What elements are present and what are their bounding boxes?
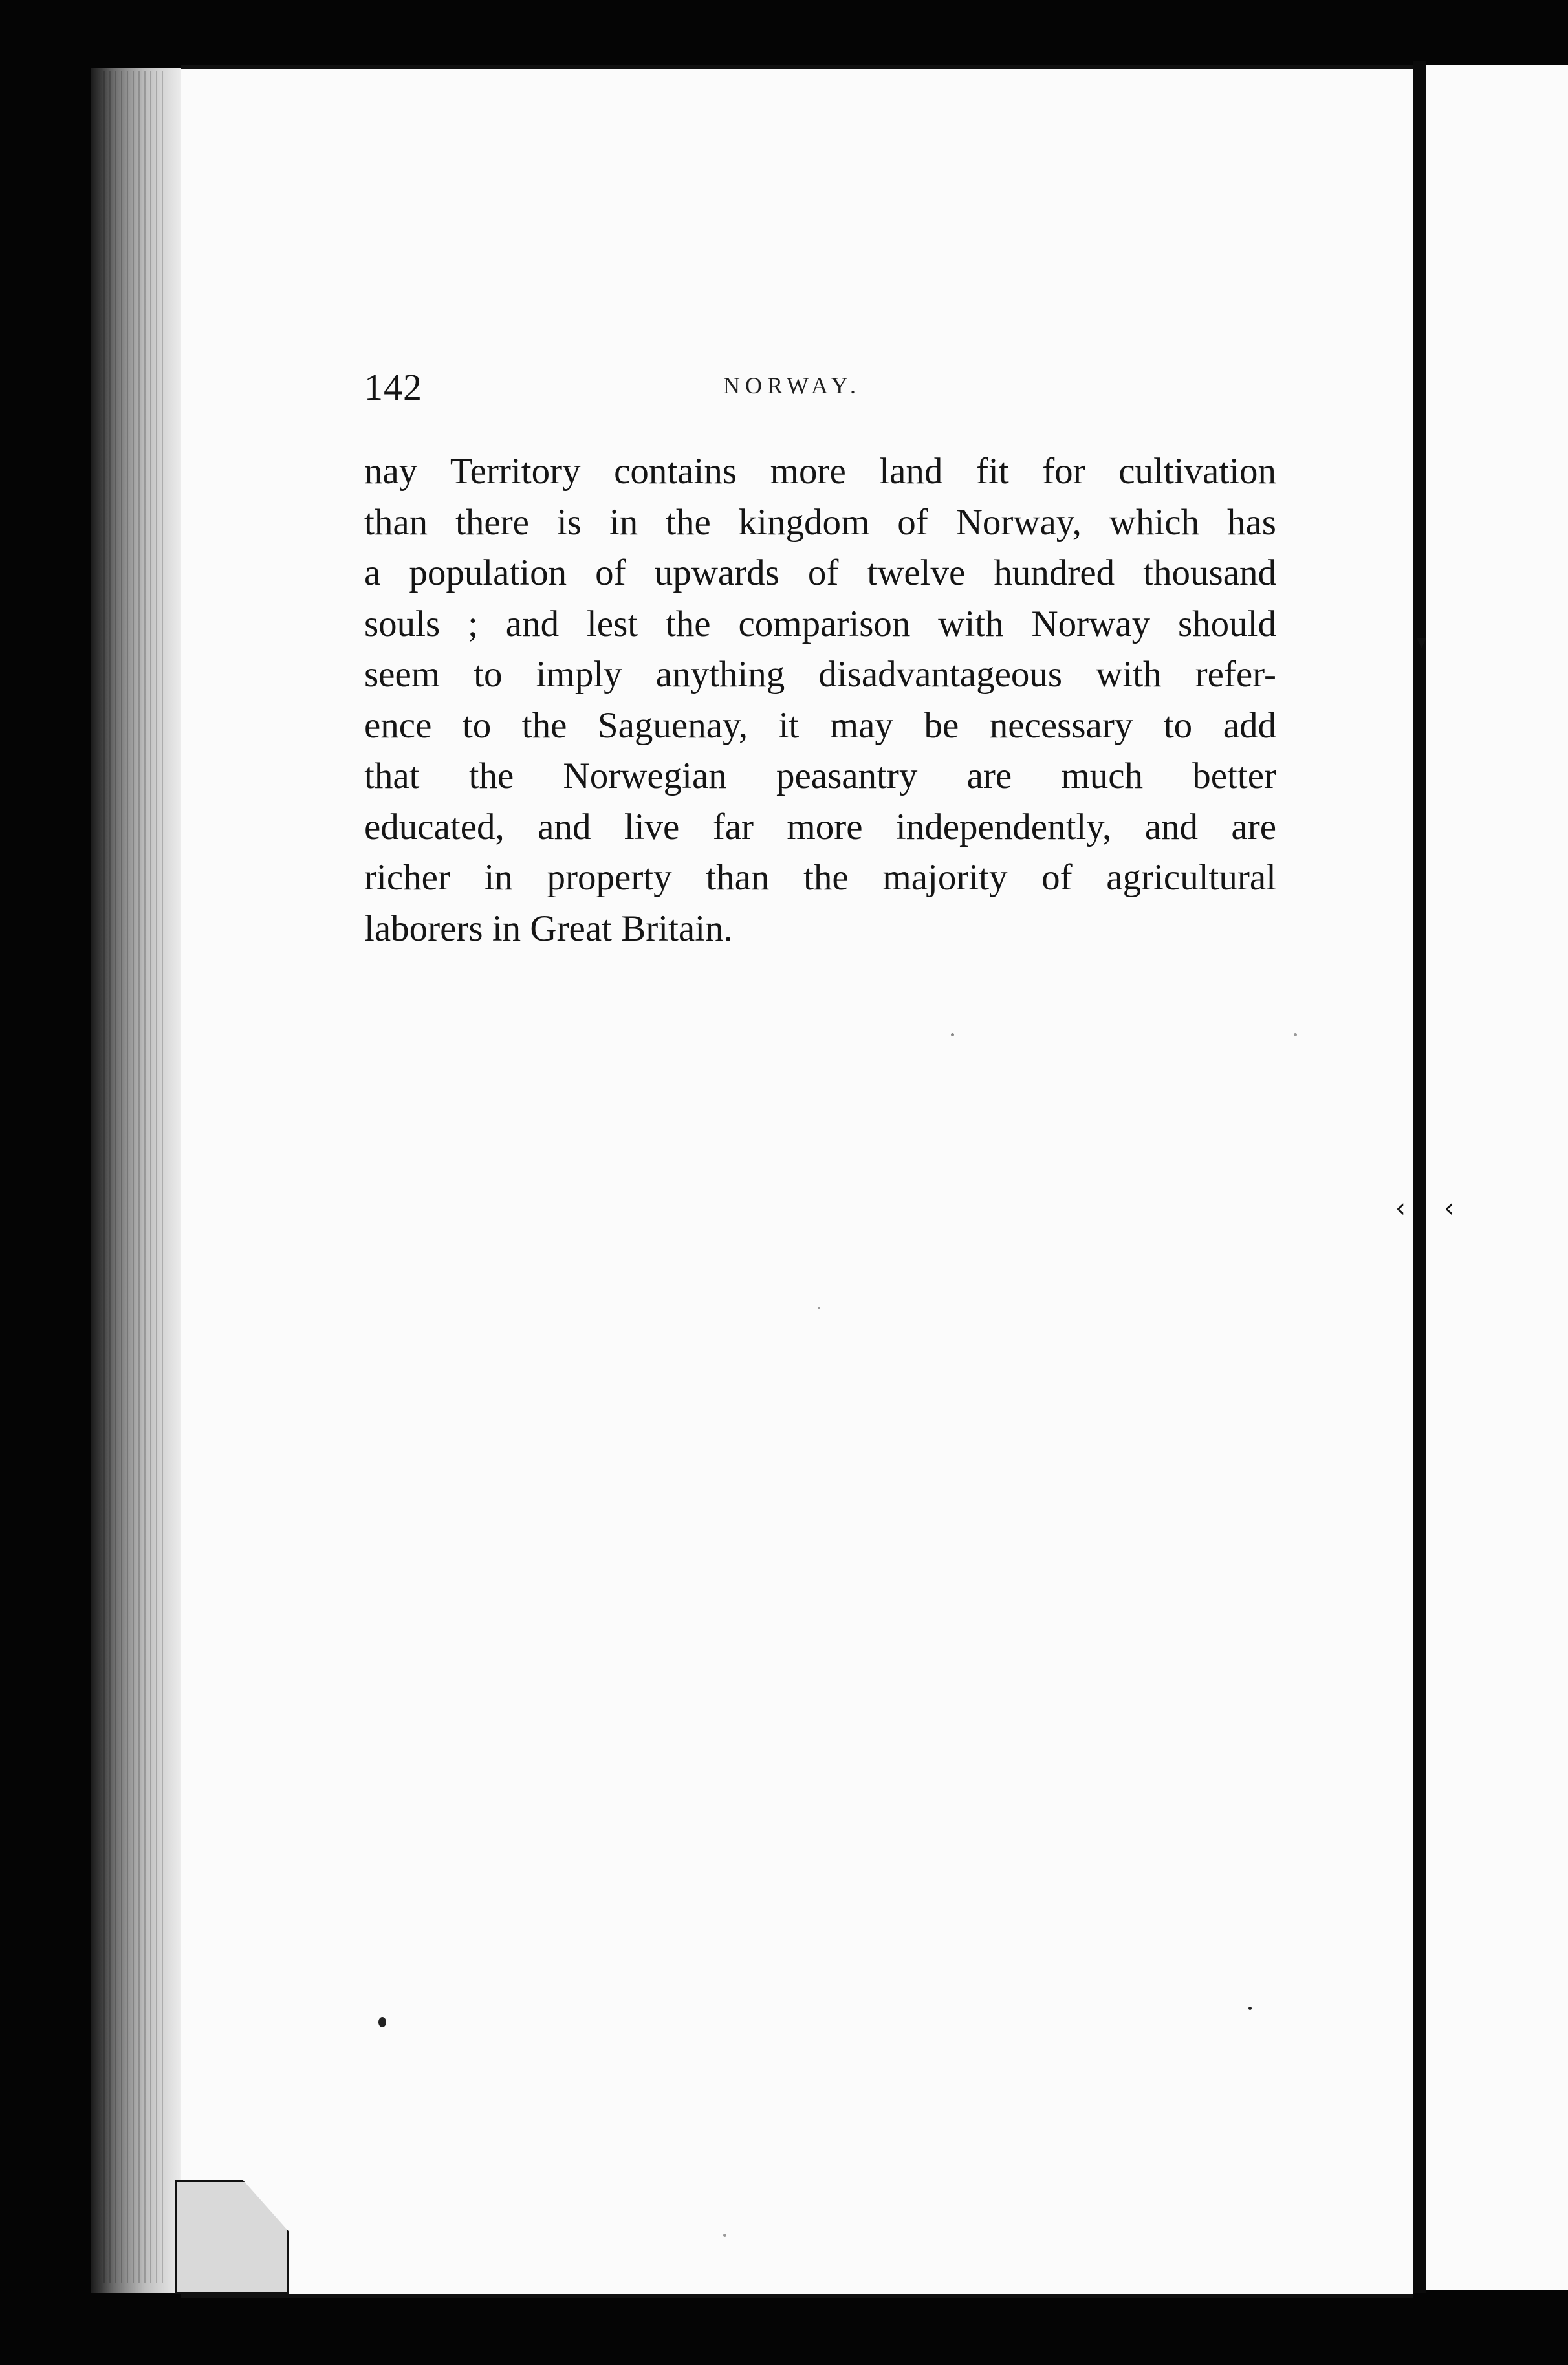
page-edges-texture [103, 71, 168, 2283]
page-number: 142 [364, 366, 422, 408]
text-line: souls ; and lest the comparison with Norway should [364, 603, 1276, 644]
text-line: that the Norwegian peasantry are much better [364, 756, 1276, 796]
text-line: ence to the Saguenay, it may be necessary to add [364, 704, 1276, 746]
ink-speck [818, 1307, 820, 1309]
running-head: NORWAY. [723, 373, 862, 398]
page-header [364, 365, 1273, 417]
ink-speck [951, 1033, 954, 1036]
adjacent-page [1426, 65, 1568, 2290]
text-line: laborers in Great Britain. [364, 908, 733, 949]
text-line: than there is in the kingdom of Norway, which has [364, 501, 1276, 543]
page-gutter [1413, 61, 1426, 2293]
ink-speck [378, 2017, 386, 2027]
ink-speck [723, 2234, 726, 2237]
edge-mark: ‹ [1395, 1193, 1406, 1223]
body-text [364, 446, 1276, 954]
text-line: a population of upwards of twelve hundred thousand [364, 552, 1276, 593]
text-line: seem to imply anything disadvantageous with refer- [364, 654, 1276, 695]
text-line: educated, and live far more independently, and are [364, 806, 1276, 847]
text-line: richer in property than the majority of agricultural [364, 857, 1276, 898]
edge-mark: ▾ [1417, 631, 1427, 653]
ink-speck [1294, 1033, 1297, 1036]
text-line: nay Territory contains more land fit for cultivation [364, 451, 1276, 492]
ink-speck [1248, 2007, 1252, 2010]
edge-mark: ‹ [1444, 1193, 1454, 1223]
